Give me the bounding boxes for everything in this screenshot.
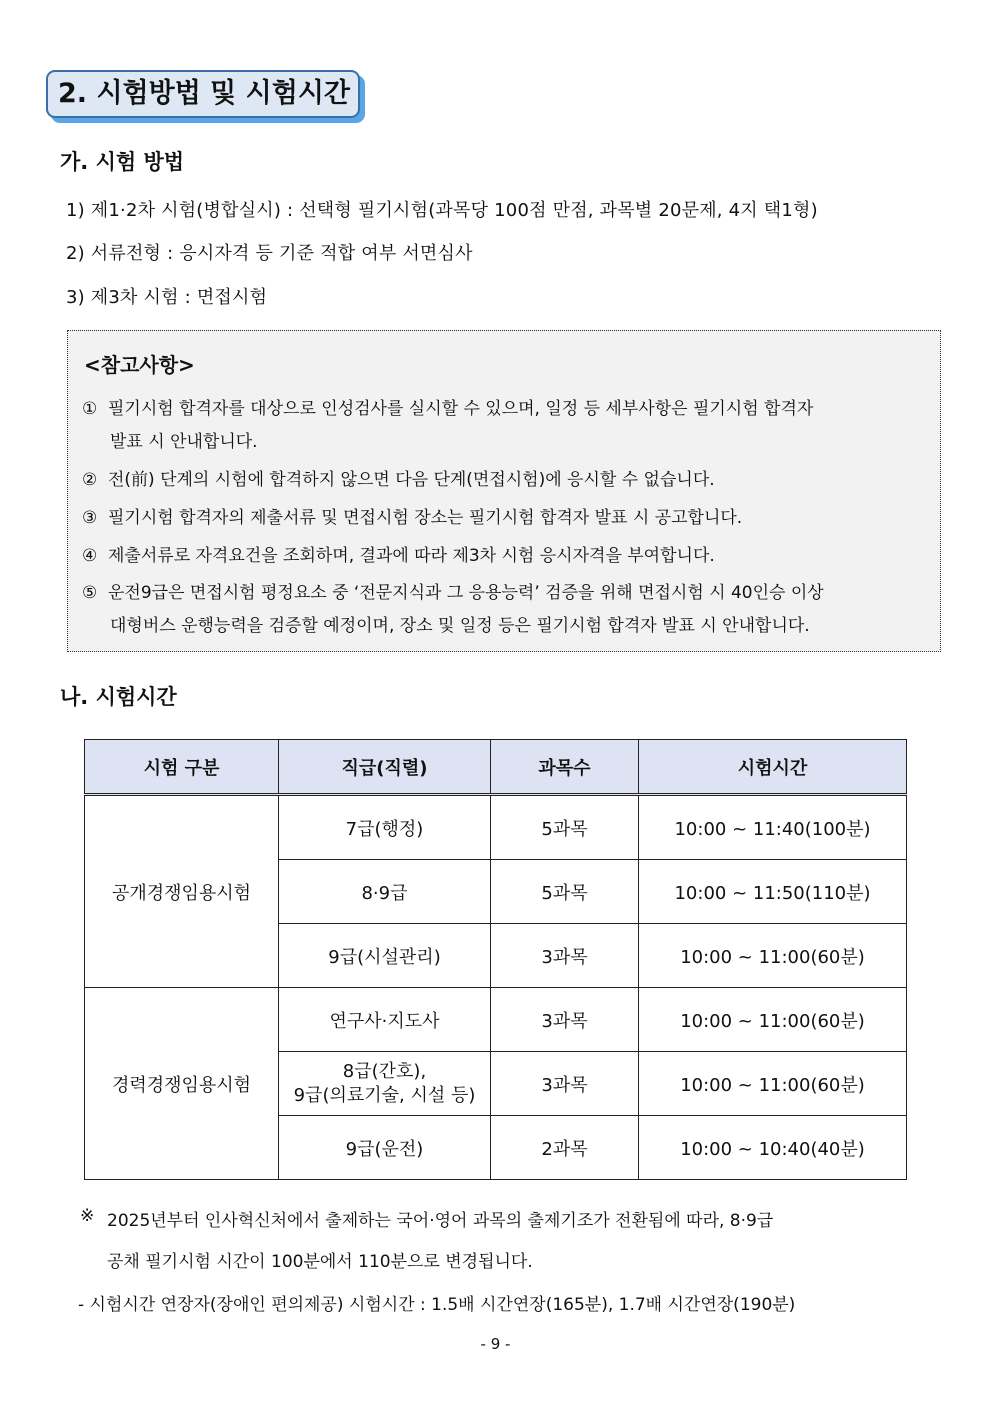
subjects-cell: 3과목 xyxy=(491,924,639,988)
note-line-1-cont: 공채 필기시험 시간이 100분에서 110분으로 변경됩니다. xyxy=(107,1252,533,1272)
grade-cell: 연구사·지도사 xyxy=(279,988,491,1052)
reference-item-num: ③ xyxy=(82,508,98,528)
reference-item-num: ⑤ xyxy=(82,583,98,603)
reference-item xyxy=(82,578,824,603)
grade-cell: 9급(운전) xyxy=(279,1116,491,1180)
method-heading: 가. 시험 방법 xyxy=(60,150,185,174)
table-row xyxy=(85,795,907,860)
group-name: 공개경쟁임용시험 xyxy=(85,795,279,988)
subjects-cell: 3과목 xyxy=(491,1052,639,1116)
column-header-category: 시험 구분 xyxy=(85,740,279,795)
subjects-cell: 2과목 xyxy=(491,1116,639,1180)
column-header-time: 시험시간 xyxy=(639,740,907,795)
note-line-1: 2025년부터 인사혁신처에서 출제하는 국어·영어 과목의 출제기조가 전환됨에 따라, 8·9급 xyxy=(107,1211,774,1231)
reference-item-num: ① xyxy=(82,399,98,419)
time-cell: 10:00 ~ 11:50(110분) xyxy=(639,860,907,924)
grade-cell: 8·9급 xyxy=(279,860,491,924)
reference-box xyxy=(67,330,941,652)
reference-item xyxy=(82,465,715,490)
reference-item-text: 운전9급은 면접시험 평정요소 중 ‘전문지식과 그 응용능력’ 검증을 위해 면접시험 시 40인승 이상 xyxy=(108,583,824,603)
page-number: - 9 - xyxy=(480,1335,511,1353)
grade-cell: 9급(시설관리) xyxy=(279,924,491,988)
time-heading: 나. 시험시간 xyxy=(60,685,177,709)
grade-line-1: 8급(간호), xyxy=(342,1060,427,1082)
reference-item-text: 필기시험 합격자의 제출서류 및 면접시험 장소는 필기시험 합격자 발표 시 공고합니다. xyxy=(108,508,743,528)
time-cell: 10:00 ~ 11:40(100분) xyxy=(639,795,907,860)
table-row xyxy=(85,988,907,1052)
subjects-cell: 3과목 xyxy=(491,988,639,1052)
reference-item-text: 전(前) 단계의 시험에 합격하지 않으면 다음 단계(면접시험)에 응시할 수 없습니다. xyxy=(108,470,715,490)
note-line-2: - 시험시간 연장자(장애인 편의제공) 시험시간 : 1.5배 시간연장(165분), 1.7배 시간연장(190분) xyxy=(78,1295,796,1315)
reference-item-num: ④ xyxy=(82,546,98,566)
grade-cell: 7급(행정) xyxy=(279,795,491,860)
note-asterisk: ※ xyxy=(80,1206,95,1226)
reference-item-num: ② xyxy=(82,470,98,490)
reference-item-cont: 발표 시 안내합니다. xyxy=(110,432,258,452)
grade-cell xyxy=(279,1052,491,1116)
grade-line-2: 9급(의료기술, 시설 등) xyxy=(293,1084,476,1106)
reference-item xyxy=(82,541,715,566)
reference-item-cont: 대형버스 운행능력을 검증할 예정이며, 장소 및 일정 등은 필기시험 합격자 발표 시 안내합니다. xyxy=(110,616,810,636)
subjects-cell: 5과목 xyxy=(491,860,639,924)
section-title: 2. 시험방법 및 시험시간 xyxy=(46,70,360,118)
method-item-2: 2) 서류전형 : 응시자격 등 기준 적합 여부 서면심사 xyxy=(66,243,473,264)
subjects-cell: 5과목 xyxy=(491,795,639,860)
reference-item xyxy=(82,394,813,419)
method-item-1: 1) 제1·2차 시험(병합실시) : 선택형 필기시험(과목당 100점 만점, 과목별 20문제, 4지 택1형) xyxy=(66,200,818,221)
method-item-3: 3) 제3차 시험 : 면접시험 xyxy=(66,287,268,308)
reference-item-text: 제출서류로 자격요건을 조회하며, 결과에 따라 제3차 시험 응시자격을 부여합니다. xyxy=(108,546,715,566)
exam-time-table xyxy=(84,739,907,1180)
table-header-row xyxy=(85,740,907,795)
time-cell: 10:00 ~ 11:00(60분) xyxy=(639,1052,907,1116)
column-header-subjects: 과목수 xyxy=(491,740,639,795)
time-cell: 10:00 ~ 11:00(60분) xyxy=(639,924,907,988)
time-cell: 10:00 ~ 10:40(40분) xyxy=(639,1116,907,1180)
reference-item-text: 필기시험 합격자를 대상으로 인성검사를 실시할 수 있으며, 일정 등 세부사항은 필기시험 합격자 xyxy=(108,399,814,419)
group-name: 경력경쟁임용시험 xyxy=(85,988,279,1180)
column-header-grade: 직급(직렬) xyxy=(279,740,491,795)
reference-item xyxy=(82,503,742,528)
time-cell: 10:00 ~ 11:00(60분) xyxy=(639,988,907,1052)
reference-title: <참고사항> xyxy=(84,353,195,377)
